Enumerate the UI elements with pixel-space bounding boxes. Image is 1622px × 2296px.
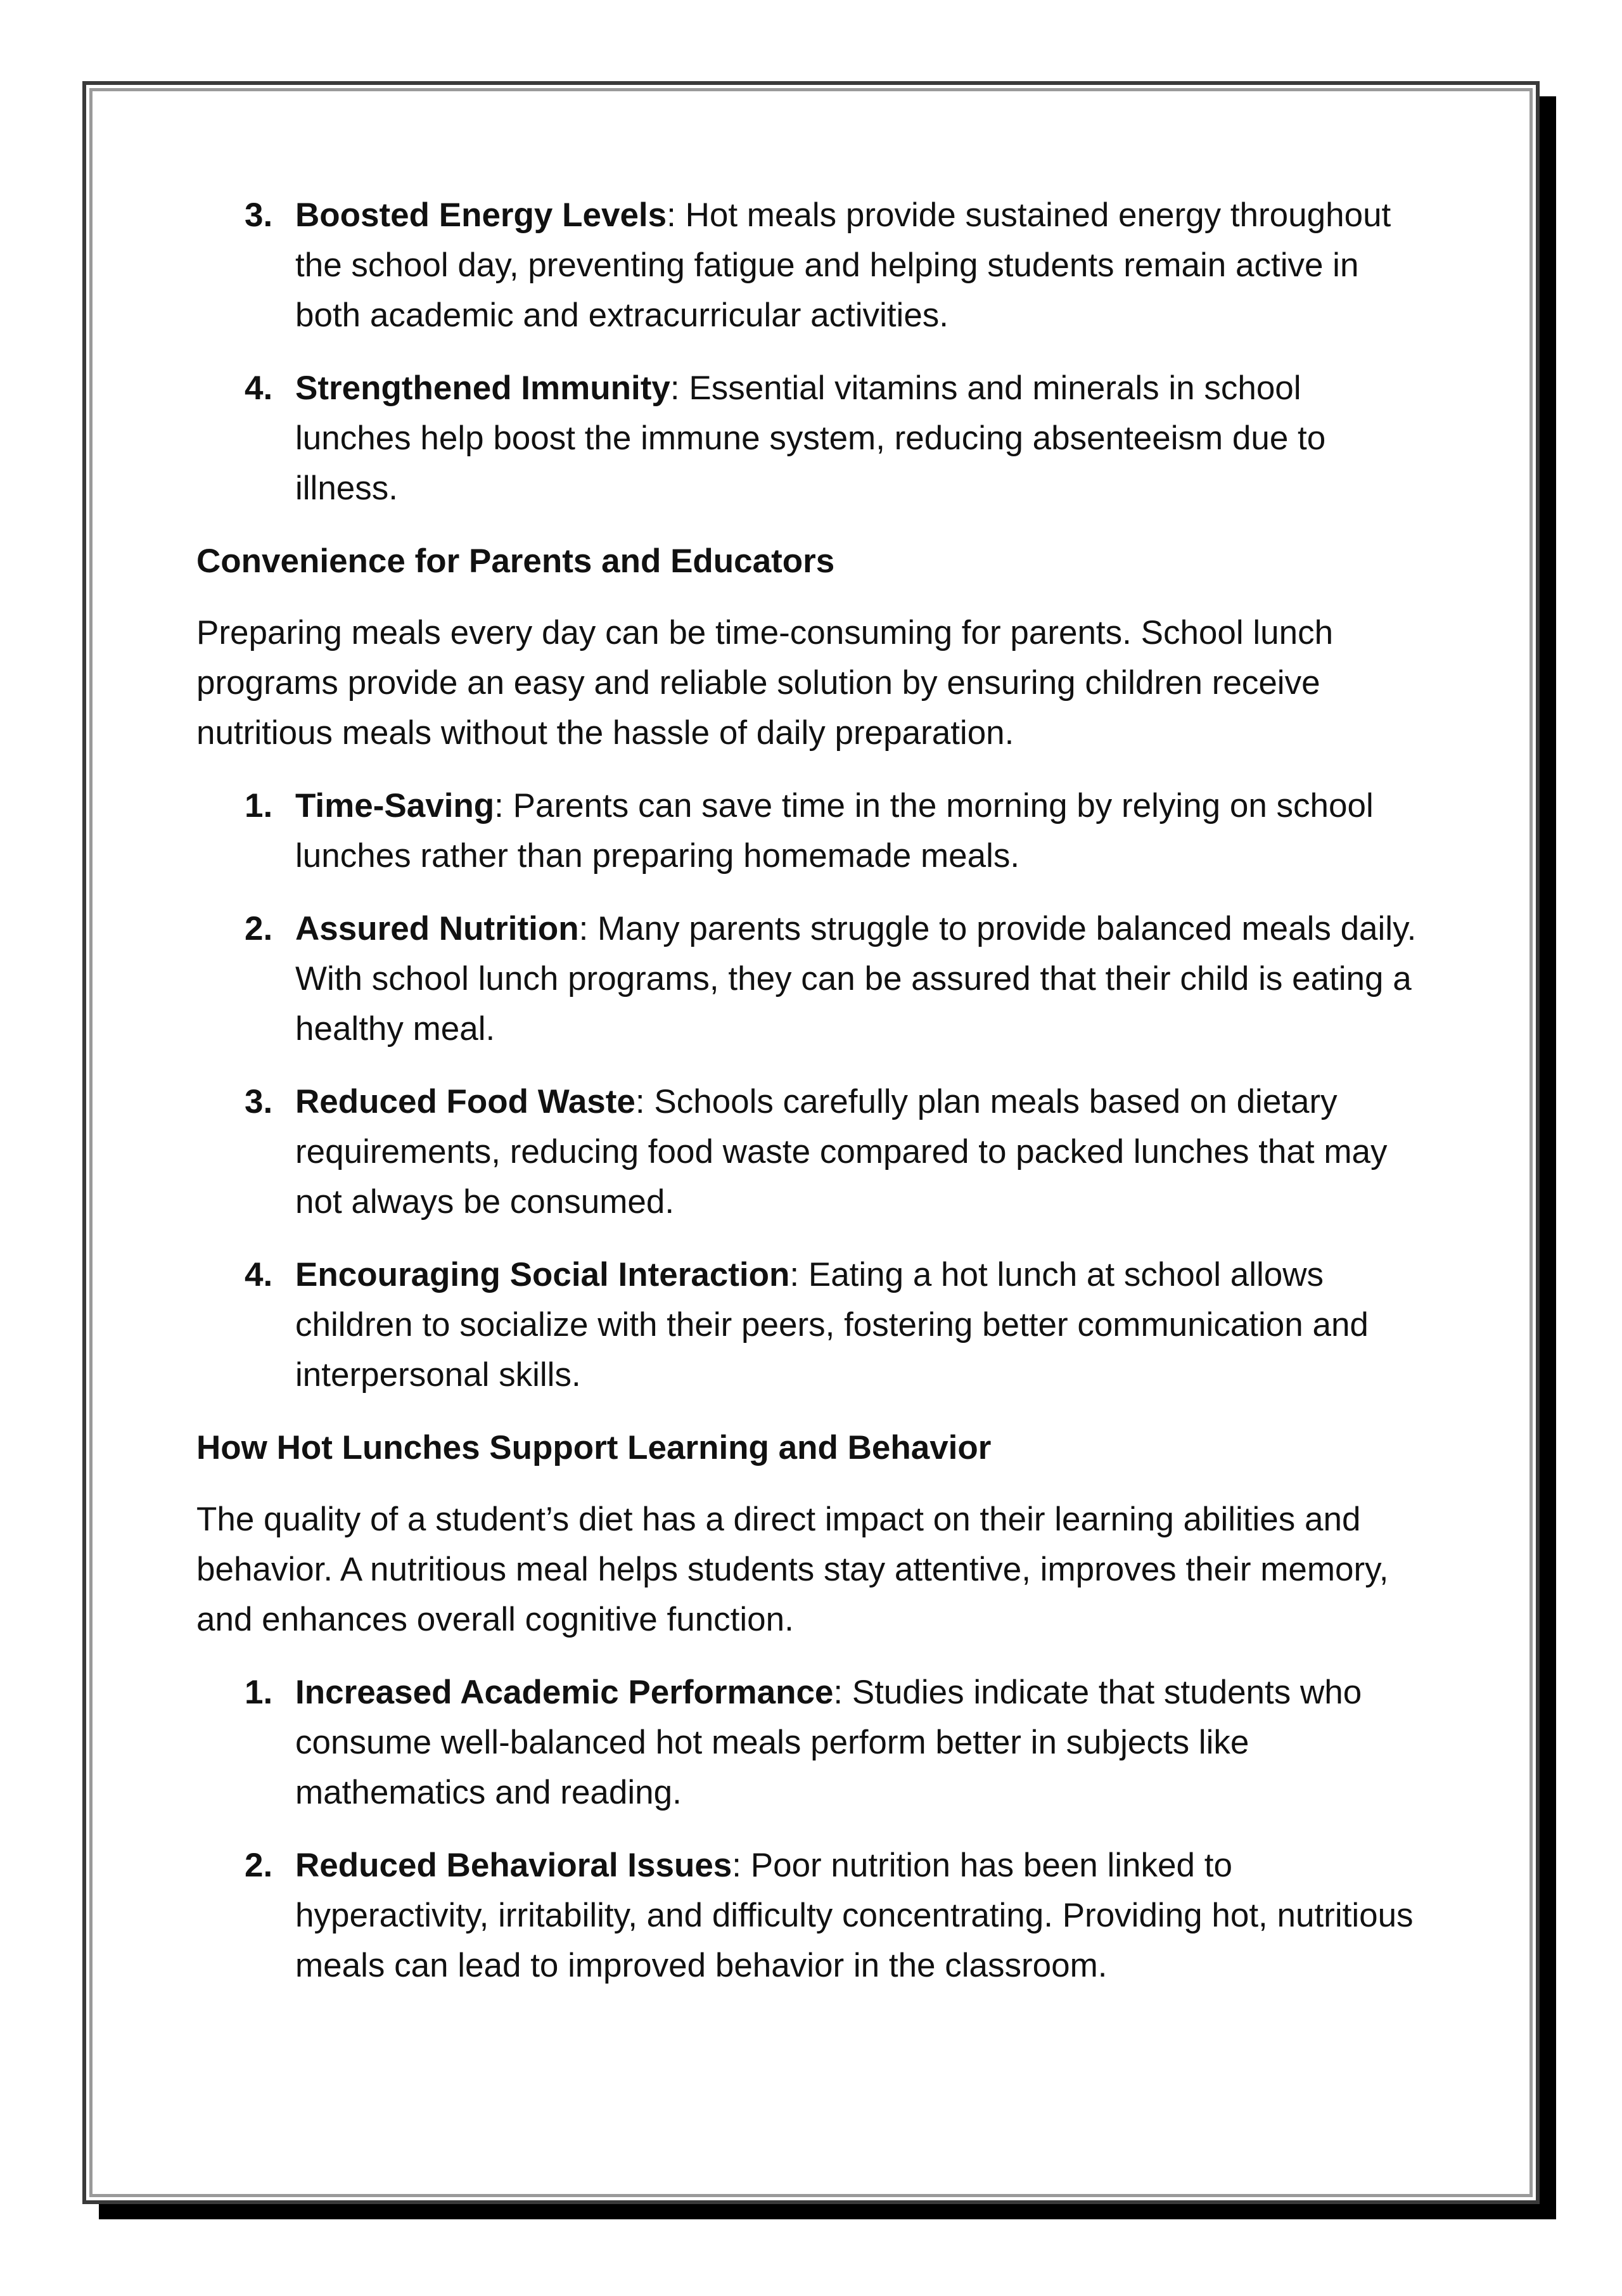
list-term: Assured Nutrition xyxy=(295,910,579,947)
list-text: : Essential vitamins and minerals in school lunches help boost the immune system, reducing absenteeism due to illness. xyxy=(295,369,1326,507)
list-term: Strengthened Immunity xyxy=(295,369,670,407)
list-term: Reduced Food Waste xyxy=(295,1083,635,1120)
list-text: : Hot meals provide sustained energy throughout the school day, preventing fatigue and helping students remain active in both academic and extracurricular activities. xyxy=(295,196,1391,334)
list-text: : Eating a hot lunch at school allows children to socialize with their peers, fostering better communication and interpersonal skills. xyxy=(295,1256,1369,1394)
section-heading-convenience: Convenience for Parents and Educators xyxy=(196,542,835,580)
list-number: 4. xyxy=(245,369,273,407)
section-heading-learning: How Hot Lunches Support Learning and Behavior xyxy=(196,1429,992,1466)
list-item xyxy=(196,1077,1426,1227)
benefits-list-continued xyxy=(196,190,1426,513)
list-text: : Many parents struggle to provide balanced meals daily. With school lunch programs, they can be assured that their child is eating a healthy meal. xyxy=(295,910,1417,1048)
list-item xyxy=(196,363,1426,513)
list-item xyxy=(196,190,1426,340)
section-paragraph-convenience: Preparing meals every day can be time-consuming for parents. School lunch programs provide an easy and reliable solution by ensuring children receive nutritious meals without the hassle of daily preparation. xyxy=(196,614,1334,752)
list-text: : Parents can save time in the morning by relying on school lunches rather than preparing homemade meals. xyxy=(295,787,1374,875)
list-term: Encouraging Social Interaction xyxy=(295,1256,790,1293)
list-item xyxy=(196,904,1426,1054)
list-term: Increased Academic Performance xyxy=(295,1674,834,1711)
document-body xyxy=(196,190,1426,2013)
list-item xyxy=(196,1667,1426,1818)
list-text: : Poor nutrition has been linked to hyperactivity, irritability, and difficulty concentrating. Providing hot, nutritious meals can lead to improved behavior in the classroom. xyxy=(295,1847,1414,1984)
list-item xyxy=(196,1250,1426,1400)
section-paragraph-learning: The quality of a student’s diet has a direct impact on their learning abilities and behavior. A nutritious meal helps students stay attentive, improves their memory, and enhances overall cognitive function. xyxy=(196,1501,1389,1638)
list-number: 2. xyxy=(245,1847,273,1884)
learning-list xyxy=(196,1667,1426,1991)
list-number: 3. xyxy=(245,196,273,234)
convenience-list xyxy=(196,781,1426,1400)
list-term: Time-Saving xyxy=(295,787,495,824)
list-item xyxy=(196,781,1426,881)
list-number: 1. xyxy=(245,1674,273,1711)
list-term: Reduced Behavioral Issues xyxy=(295,1847,732,1884)
list-text: : Schools carefully plan meals based on dietary requirements, reducing food waste compared to packed lunches that may not always be consumed. xyxy=(295,1083,1388,1221)
list-item xyxy=(196,1840,1426,1991)
list-text: : Studies indicate that students who consume well-balanced hot meals perform better in subjects like mathematics and reading. xyxy=(295,1674,1362,1811)
list-number: 2. xyxy=(245,910,273,947)
list-term: Boosted Energy Levels xyxy=(295,196,667,234)
list-number: 4. xyxy=(245,1256,273,1293)
list-number: 1. xyxy=(245,787,273,824)
list-number: 3. xyxy=(245,1083,273,1120)
